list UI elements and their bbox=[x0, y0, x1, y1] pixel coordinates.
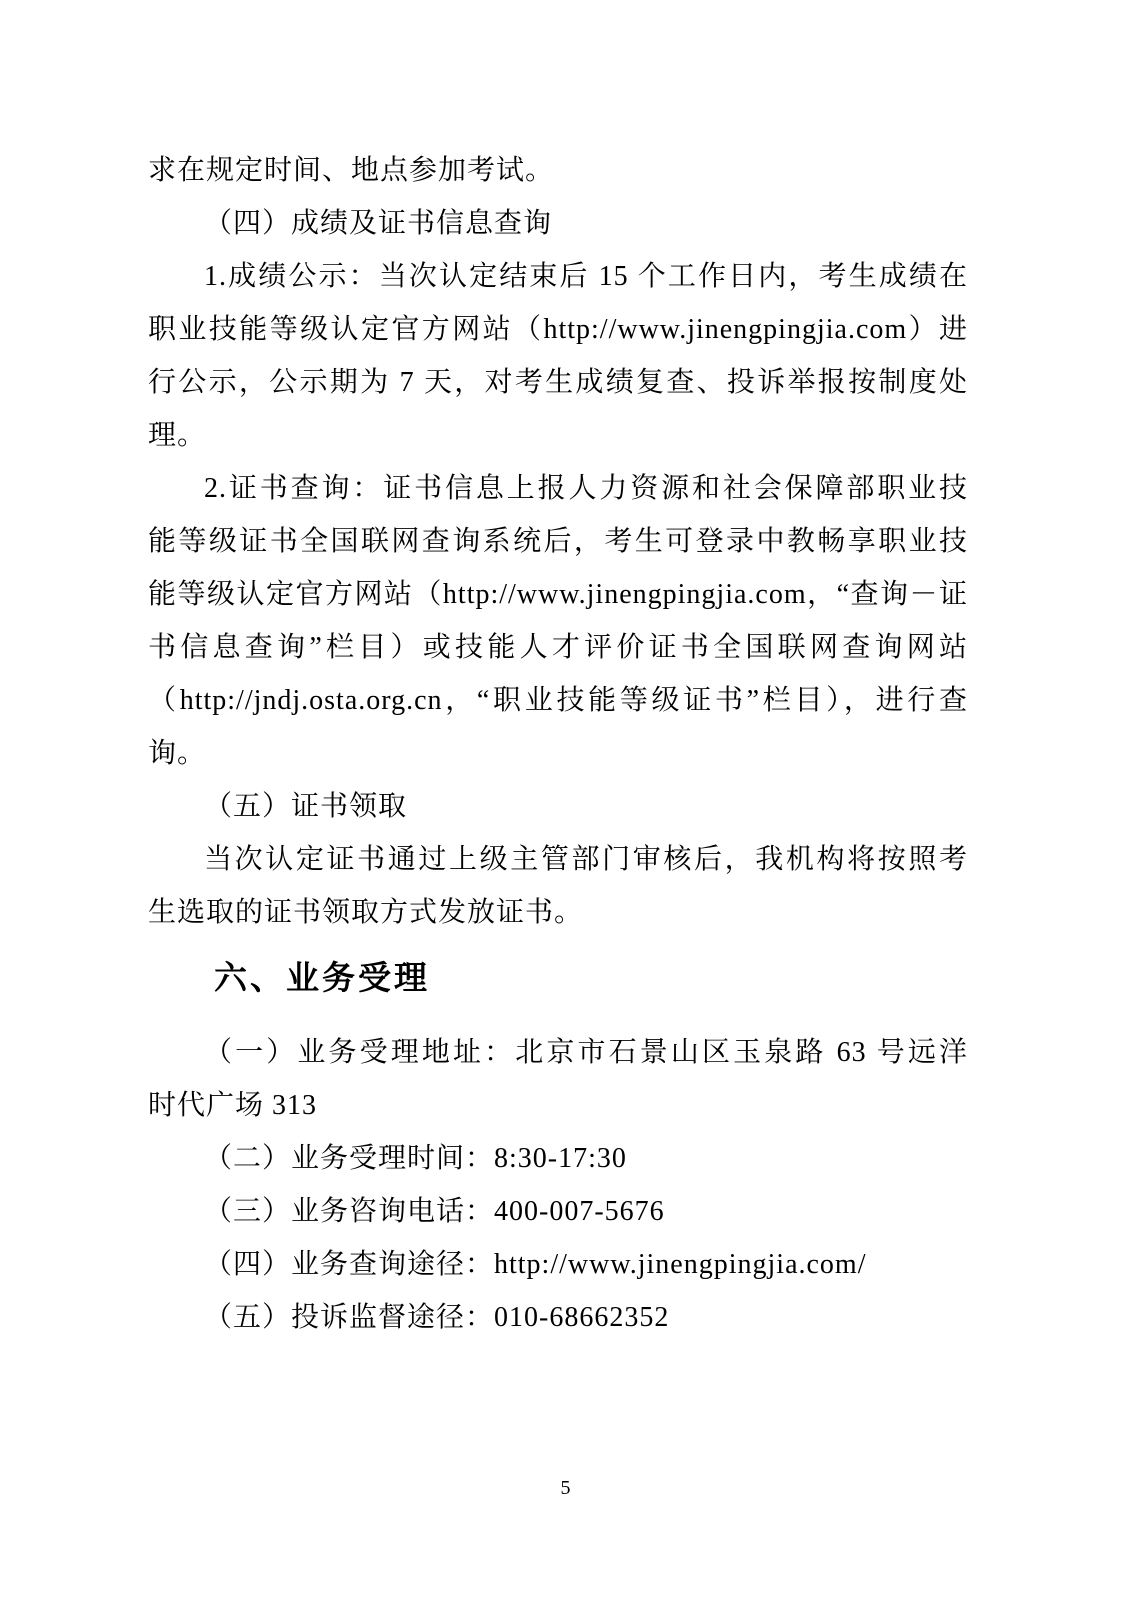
text-line: 职业技能等级认定官方网站（http://www.jinengpingjia.com）进 bbox=[148, 314, 968, 345]
service-phone-line: （三）业务咨询电话：400-007-5676 bbox=[204, 1196, 665, 1227]
subsection-heading-results-query: （四）成绩及证书信息查询 bbox=[204, 208, 553, 239]
text-line: 书信息查询”栏目）或技能人才评价证书全国联网查询网站 bbox=[148, 632, 968, 663]
page-number: 5 bbox=[560, 1477, 571, 1499]
text-line: 求在规定时间、地点参加考试。 bbox=[148, 155, 555, 186]
service-complaint-line: （五）投诉监督途径：010-68662352 bbox=[204, 1302, 670, 1333]
text-line: 理。 bbox=[148, 420, 207, 451]
section-heading-business-acceptance: 六、业务受理 bbox=[214, 959, 430, 996]
text-line: （http://jndj.osta.org.cn，“职业技能等级证书”栏目），进行查 bbox=[148, 685, 968, 716]
document-body bbox=[148, 144, 968, 1344]
text-line: 生选取的证书领取方式发放证书。 bbox=[148, 897, 584, 928]
text-line: 询。 bbox=[148, 738, 207, 769]
service-website-line: （四）业务查询途径：http://www.jinengpingjia.com/ bbox=[204, 1249, 867, 1280]
service-address-line: 时代广场 313 bbox=[148, 1090, 318, 1121]
text-line: 1.成绩公示：当次认定结束后 15 个工作日内，考生成绩在 bbox=[204, 261, 968, 292]
service-address-line: （一）业务受理地址：北京市石景山区玉泉路 63 号远洋 bbox=[204, 1037, 968, 1068]
text-line: 2.证书查询：证书信息上报人力资源和社会保障部职业技 bbox=[204, 473, 968, 504]
text-line: 能等级证书全国联网查询系统后，考生可登录中教畅享职业技 bbox=[148, 526, 968, 557]
text-line: 当次认定证书通过上级主管部门审核后，我机构将按照考 bbox=[204, 844, 968, 875]
text-line: 能等级认定官方网站（http://www.jinengpingjia.com，“查询－证 bbox=[148, 579, 968, 610]
service-hours-line: （二）业务受理时间：8:30-17:30 bbox=[204, 1143, 627, 1174]
text-line: 行公示，公示期为 7 天，对考生成绩复查、投诉举报按制度处 bbox=[148, 367, 968, 398]
subsection-heading-certificate-collection: （五）证书领取 bbox=[204, 791, 408, 822]
